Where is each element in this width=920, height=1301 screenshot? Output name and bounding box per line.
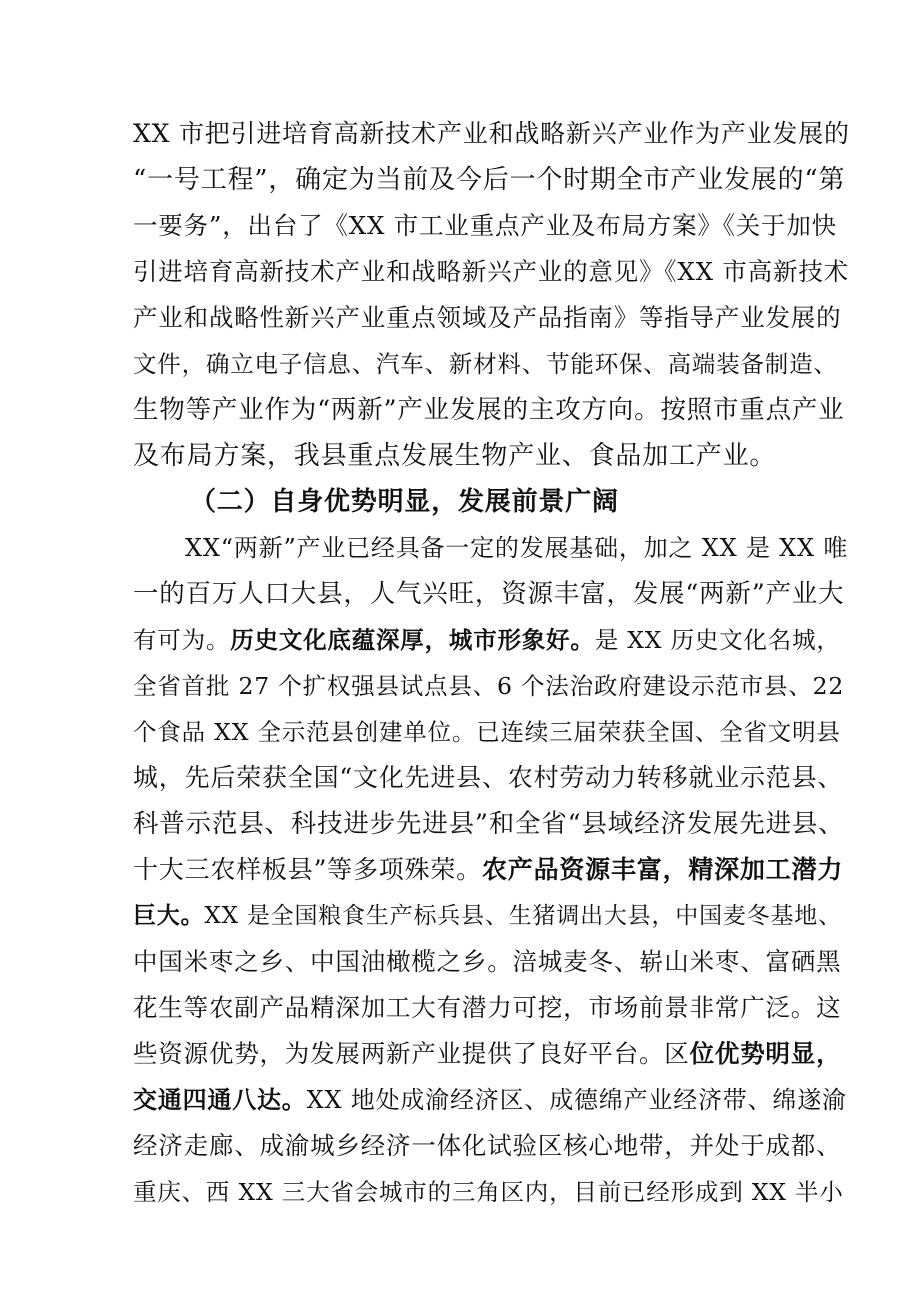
paragraph-line: 生物等产业作为“两新”产业发展的主攻方向。按照市重点产业 [133, 395, 845, 425]
text-run: 些资源优势，为发展两新产业提供了良好平台。区 [133, 1039, 690, 1068]
section-heading: （二）自身优势明显，发展前景广阔 [190, 487, 619, 517]
paragraph-line: 科普示范县、科技进步先进县”和全省“县域经济发展先进县、 [133, 809, 845, 839]
paragraph-line [133, 852, 843, 888]
paragraph-line: 个食品 XX 全示范县创建单位。已连续三届荣获全国、全省文明县 [133, 718, 841, 746]
paragraph-line: 一的百万人口大县，人气兴旺，资源丰富，发展“两新”产业大 [133, 579, 845, 609]
paragraph-line: 引进培育高新技术产业和战略新兴产业的意见》《XX 市高新技术 [133, 257, 849, 286]
paragraph-line: 及布局方案，我县重点发展生物产业、食品加工产业。 [133, 441, 777, 471]
paragraph-line [133, 622, 841, 658]
bold-key-phrase: 交通四通八达。 [133, 1085, 307, 1114]
text-run: 十大三农样板县”等多项殊荣。 [133, 855, 482, 884]
paragraph-line: 一要务”，出台了《XX 市工业重点产业及布局方案》《关于加快 [133, 211, 837, 240]
text-run: 是 XX 历史文化名城， [594, 626, 841, 654]
bold-key-phrase: 巨大。 [133, 902, 205, 929]
paragraph-line: XX“两新”产业已经具备一定的发展基础，加之 XX 是 XX 唯 [185, 534, 849, 562]
paragraph-line: 中国米枣之乡、中国油橄榄之乡。涪城麦冬、崭山米枣、富硒黑 [133, 947, 842, 976]
bold-key-phrase: 位优势明显， [689, 1039, 842, 1068]
paragraph-line: “一号工程”，确定为当前及今后一个时期全市产业发展的“第 [133, 165, 846, 195]
paragraph-line [133, 1036, 841, 1072]
text-run: XX 地处成渝经济区、成德绵产业经济带、绵遂渝 [306, 1086, 847, 1114]
paragraph-line: 全省首批 27 个扩权强县试点县、6 个法治政府建设示范市县、22 [133, 672, 845, 700]
paragraph-line: 文件，确立电子信息、汽车、新材料、节能环保、高端装备制造、 [133, 350, 838, 378]
text-run: 有可为。 [133, 626, 231, 654]
paragraph-line: 经济走廊、成渝城乡经济一体化试验区核心地带，并处于成都、 [133, 1131, 842, 1160]
paragraph-line: XX 市把引进培育高新技术产业和战略新兴产业作为产业发展的 [133, 119, 850, 148]
bold-key-phrase: 历史文化底蕴深厚，城市形象好。 [230, 626, 595, 654]
paragraph-line: 重庆、西 XX 三大省会城市的三角区内，目前已经形成到 XX 半小 [133, 1178, 844, 1206]
paragraph-line [133, 1082, 847, 1118]
paragraph-line: 产业和战略性新兴产业重点领域及产品指南》等指导产业发展的 [133, 303, 842, 332]
paragraph-line: 城，先后荣获全国“文化先进县、农村劳动力转移就业示范县、 [133, 763, 844, 792]
text-run: XX 是全国粮食生产标兵县、生猪调出大县，中国麦冬基地、 [204, 903, 842, 929]
paragraph-line: 花生等农副产品精深加工大有潜力可挖，市场前景非常广泛。这 [133, 993, 842, 1022]
bold-key-phrase: 农产品资源丰富，精深加工潜力 [481, 855, 844, 884]
paragraph-line [133, 898, 842, 934]
